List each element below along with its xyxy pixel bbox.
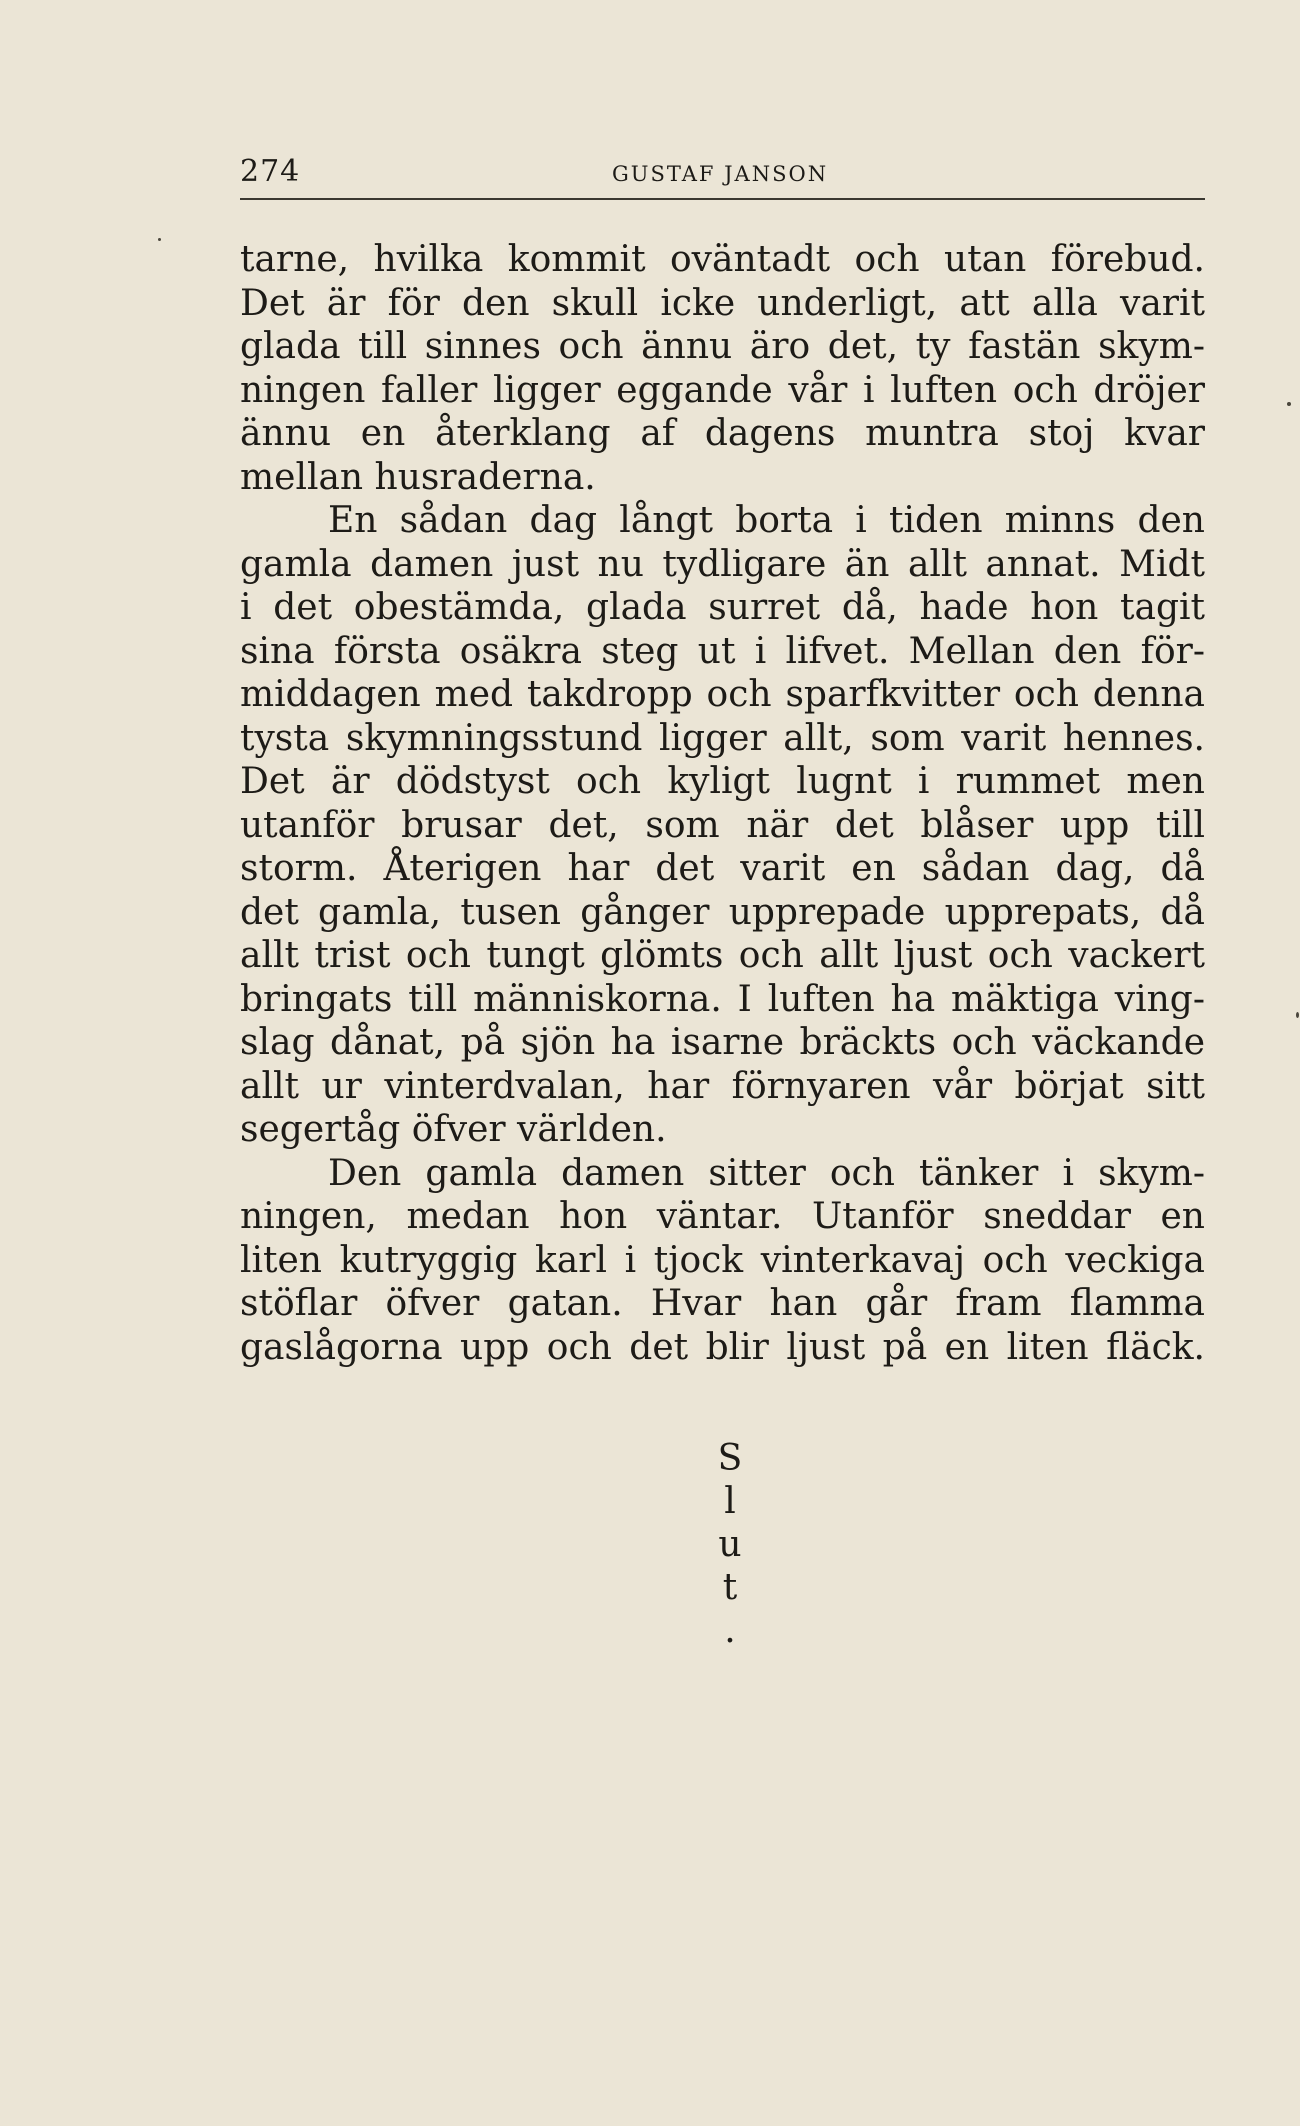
text-line: ningen faller ligger eggande vår i luften och dröjer <box>240 369 1205 411</box>
text-line: allt trist och tungt glömts och allt ljust och vackert <box>240 935 1205 976</box>
ending-letter: t <box>722 1567 738 1608</box>
text-line: sina första osäkra steg ut i lifvet. Mellan den för- <box>240 630 1205 672</box>
text-line: allt ur vinterdvalan, har förnyaren vår börjat sitt <box>240 1065 1205 1107</box>
paper-speck <box>1287 402 1291 406</box>
ending-letter: . <box>724 1610 736 1651</box>
text-line: middagen med takdropp och sparfkvitter och denna <box>240 674 1205 715</box>
text-line: det gamla, tusen gånger upprepade upprepats, då <box>240 891 1205 933</box>
body-text <box>240 238 1205 1369</box>
running-header <box>240 150 1205 200</box>
text-line: gaslågorna upp och det blir ljust på en liten fläck. <box>240 1326 1205 1368</box>
text-line: tysta skymningsstund ligger allt, som varit hennes. <box>240 717 1205 759</box>
text-line: storm. Återigen har det varit en sådan dag, då <box>240 848 1205 889</box>
text-line: glada till sinnes och ännu äro det, ty fastän skym- <box>240 326 1205 367</box>
text-line: tarne, hvilka kommit oväntadt och utan förebud. <box>240 239 1205 280</box>
text-line: Den gamla damen sitter och tänker i skym- <box>328 1152 1205 1194</box>
text-line: Det är dödstyst och kyligt lugnt i rummet men <box>240 761 1205 802</box>
text-line: slag dånat, på sjön ha isarne bräckts och väckande <box>240 1022 1205 1063</box>
text-line: ännu en återklang af dagens muntra stoj kvar <box>240 413 1205 454</box>
text-line: ningen, medan hon väntar. Utanför sneddar en <box>240 1196 1205 1237</box>
paper-speck <box>1296 1012 1299 1018</box>
text-line: utanför brusar det, som när det blåser upp till <box>240 804 1205 846</box>
text-line: liten kutryggig karl i tjock vinterkavaj och veckiga <box>240 1239 1205 1281</box>
text-line: gamla damen just nu tydligare än allt annat. Midt <box>240 543 1205 585</box>
text-line: stöflar öfver gatan. Hvar han går fram flamma <box>240 1283 1205 1324</box>
ending-letter: u <box>718 1524 742 1565</box>
text-line: bringats till människorna. I luften ha mäktiga ving- <box>240 978 1205 1020</box>
running-title: GUSTAF JANSON <box>612 162 829 186</box>
text-line: Det är för den skull icke underligt, att alla varit <box>240 282 1205 324</box>
paper-speck <box>158 238 161 241</box>
text-line: En sådan dag långt borta i tiden minns den <box>328 500 1205 541</box>
page-number: 274 <box>240 154 301 189</box>
ending-mark <box>710 1437 750 1652</box>
text-line: segertåg öfver världen. <box>240 1109 667 1150</box>
ending-letter: l <box>724 1481 736 1522</box>
ending-letter: S <box>717 1438 743 1479</box>
text-line: mellan husraderna. <box>240 456 596 498</box>
text-line: i det obestämda, glada surret då, hade hon tagit <box>240 587 1205 628</box>
